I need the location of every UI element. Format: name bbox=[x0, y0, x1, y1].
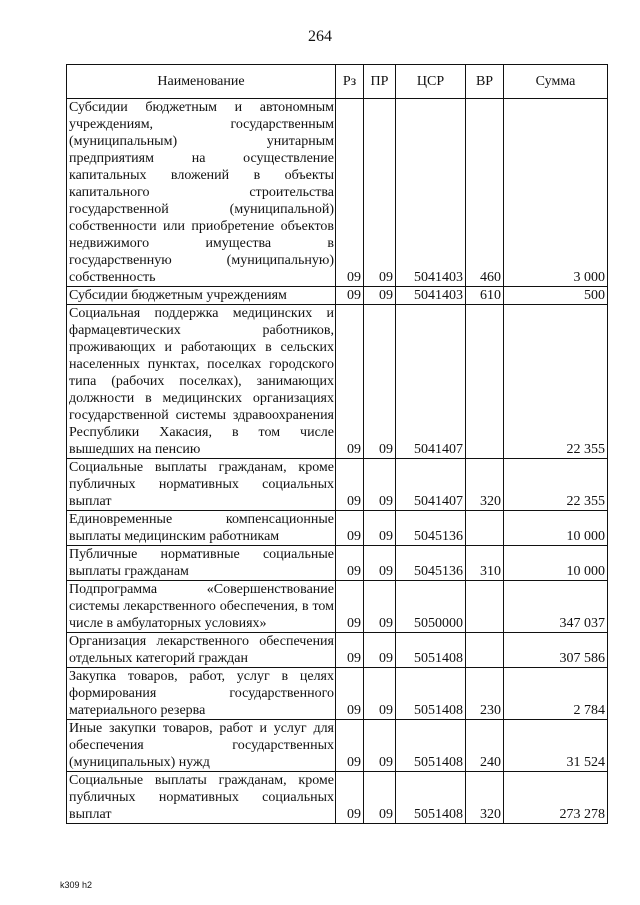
row-rz-cell: 09 bbox=[336, 720, 364, 772]
row-vr-cell: 240 bbox=[466, 720, 504, 772]
row-pr-cell: 09 bbox=[364, 668, 396, 720]
row-name-text: Публичные нормативные социальные выплаты гражданам bbox=[69, 547, 334, 579]
row-pr-cell: 09 bbox=[364, 581, 396, 633]
row-rz-cell: 09 bbox=[336, 581, 364, 633]
row-rz-cell: 09 bbox=[336, 305, 364, 459]
row-csr-cell: 5051408 bbox=[396, 668, 466, 720]
row-rz-cell: 09 bbox=[336, 668, 364, 720]
header-sum: Сумма bbox=[504, 65, 608, 99]
table-body bbox=[67, 99, 608, 824]
footer-code: k309 h2 bbox=[60, 880, 93, 890]
header-pr: ПР bbox=[364, 65, 396, 99]
row-sum-cell: 2 784 bbox=[504, 668, 608, 720]
row-vr-cell bbox=[466, 581, 504, 633]
table-row bbox=[67, 99, 608, 287]
row-name-text: Социальная поддержка медицинских и фармацевтических работников, проживающих и работающих в сельских населенных пунктах, поселках городского типа (рабочих поселках), занимающих должности в медицинских организациях государственной системы здравоохранения Республики Хакасия, в том числе вышедших на пенсию bbox=[69, 306, 334, 457]
table-row bbox=[67, 305, 608, 459]
row-rz-cell: 09 bbox=[336, 546, 364, 581]
row-sum-cell: 273 278 bbox=[504, 772, 608, 824]
row-sum-cell: 22 355 bbox=[504, 305, 608, 459]
budget-table bbox=[66, 64, 608, 824]
row-sum-cell: 31 524 bbox=[504, 720, 608, 772]
row-csr-cell: 5051408 bbox=[396, 720, 466, 772]
row-vr-cell: 320 bbox=[466, 772, 504, 824]
row-pr-cell: 09 bbox=[364, 459, 396, 511]
row-csr-cell: 5041407 bbox=[396, 459, 466, 511]
row-name-text: Закупка товаров, работ, услуг в целях формирования государственного материального резерва bbox=[69, 669, 334, 718]
row-rz-cell: 09 bbox=[336, 459, 364, 511]
row-pr-cell: 09 bbox=[364, 720, 396, 772]
row-csr-cell: 5041407 bbox=[396, 305, 466, 459]
row-pr-cell: 09 bbox=[364, 99, 396, 287]
row-vr-cell: 310 bbox=[466, 546, 504, 581]
table-row bbox=[67, 633, 608, 668]
row-rz-cell: 09 bbox=[336, 772, 364, 824]
row-pr-cell: 09 bbox=[364, 305, 396, 459]
header-name: Наименование bbox=[67, 65, 336, 99]
row-sum-cell: 347 037 bbox=[504, 581, 608, 633]
row-csr-cell: 5041403 bbox=[396, 99, 466, 287]
header-vr: ВР bbox=[466, 65, 504, 99]
row-sum-cell: 3 000 bbox=[504, 99, 608, 287]
row-csr-cell: 5045136 bbox=[396, 511, 466, 546]
row-name-cell bbox=[67, 581, 336, 633]
row-name-text: Субсидии бюджетным и автономным учреждениям, государственным (муниципальным) унитарным предприятиям на осуществление капитальных вложений в объекты капитального строительства государственной (муниципальной) собственности или приобретение объектов недвижимого имущества в государственную (муниципальную) собственность bbox=[69, 100, 334, 285]
row-csr-cell: 5045136 bbox=[396, 546, 466, 581]
row-name-text: Единовременные компенсационные выплаты медицинским работникам bbox=[69, 512, 334, 544]
row-csr-cell: 5050000 bbox=[396, 581, 466, 633]
row-vr-cell bbox=[466, 633, 504, 668]
row-name-cell bbox=[67, 633, 336, 668]
row-name-text: Подпрограмма «Совершенствование системы лекарственного обеспечения, в том числе в амбулаторных условиях» bbox=[69, 582, 334, 631]
row-name-text: Социальные выплаты гражданам, кроме публичных нормативных социальных выплат bbox=[69, 773, 334, 822]
row-vr-cell: 230 bbox=[466, 668, 504, 720]
table-row bbox=[67, 668, 608, 720]
table-row bbox=[67, 459, 608, 511]
row-pr-cell: 09 bbox=[364, 511, 396, 546]
table-row bbox=[67, 511, 608, 546]
row-name-cell bbox=[67, 99, 336, 287]
row-csr-cell: 5051408 bbox=[396, 633, 466, 668]
header-csr: ЦСР bbox=[396, 65, 466, 99]
row-name-cell bbox=[67, 668, 336, 720]
row-name-text: Субсидии бюджетным учреждениям bbox=[69, 288, 287, 303]
row-name-text: Социальные выплаты гражданам, кроме публичных нормативных социальных выплат bbox=[69, 460, 334, 509]
row-vr-cell: 460 bbox=[466, 99, 504, 287]
row-pr-cell: 09 bbox=[364, 772, 396, 824]
row-rz-cell: 09 bbox=[336, 511, 364, 546]
row-rz-cell: 09 bbox=[336, 633, 364, 668]
row-name-cell bbox=[67, 459, 336, 511]
row-name-cell bbox=[67, 546, 336, 581]
table-row bbox=[67, 772, 608, 824]
row-name-cell bbox=[67, 287, 336, 305]
row-rz-cell: 09 bbox=[336, 287, 364, 305]
row-sum-cell: 10 000 bbox=[504, 546, 608, 581]
page-number: 264 bbox=[308, 28, 332, 45]
row-csr-cell: 5041403 bbox=[396, 287, 466, 305]
row-name-text: Организация лекарственного обеспечения отдельных категорий граждан bbox=[69, 634, 334, 666]
table-header-row bbox=[67, 65, 608, 99]
row-name-cell bbox=[67, 511, 336, 546]
row-sum-cell: 22 355 bbox=[504, 459, 608, 511]
row-pr-cell: 09 bbox=[364, 546, 396, 581]
row-name-text: Иные закупки товаров, работ и услуг для обеспечения государственных (муниципальных) нужд bbox=[69, 721, 334, 770]
table-row bbox=[67, 581, 608, 633]
row-vr-cell: 320 bbox=[466, 459, 504, 511]
row-pr-cell: 09 bbox=[364, 633, 396, 668]
row-vr-cell: 610 bbox=[466, 287, 504, 305]
table-row bbox=[67, 546, 608, 581]
row-rz-cell: 09 bbox=[336, 99, 364, 287]
row-sum-cell: 500 bbox=[504, 287, 608, 305]
row-vr-cell bbox=[466, 305, 504, 459]
row-name-cell bbox=[67, 720, 336, 772]
row-vr-cell bbox=[466, 511, 504, 546]
row-sum-cell: 10 000 bbox=[504, 511, 608, 546]
table-row bbox=[67, 720, 608, 772]
header-rz: Рз bbox=[336, 65, 364, 99]
row-name-cell bbox=[67, 305, 336, 459]
row-csr-cell: 5051408 bbox=[396, 772, 466, 824]
table-row bbox=[67, 287, 608, 305]
row-sum-cell: 307 586 bbox=[504, 633, 608, 668]
row-name-cell bbox=[67, 772, 336, 824]
row-pr-cell: 09 bbox=[364, 287, 396, 305]
